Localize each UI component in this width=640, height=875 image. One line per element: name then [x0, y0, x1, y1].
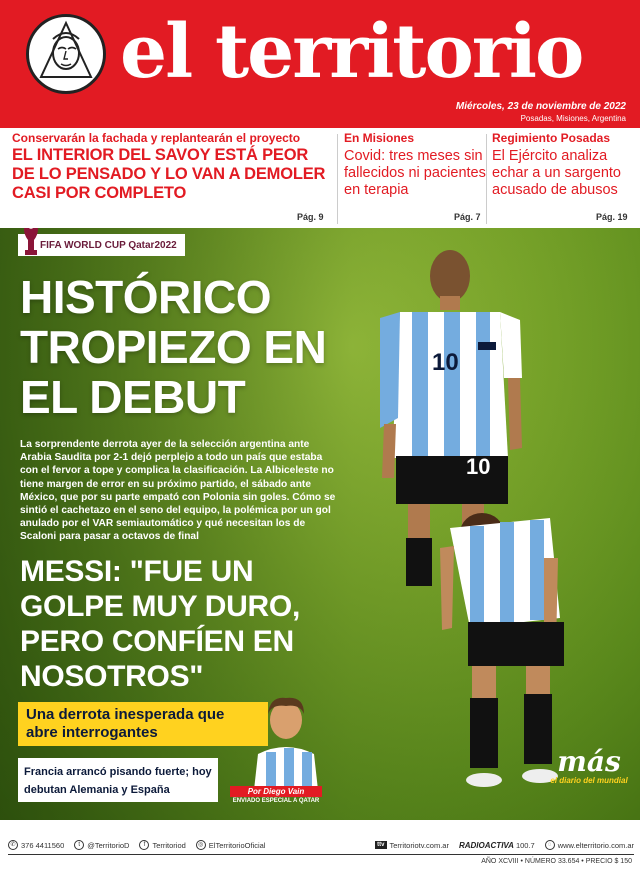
author-name: Por Diego Vain [230, 786, 322, 797]
story-headline: EL INTERIOR DEL SAVOY ESTÁ PEOR DE LO PENSADO Y LO VAN A DEMOLER CASI POR COMPLETO [12, 146, 326, 202]
subheadline-text: Una derrota inesperada que abre interrogantes [26, 706, 225, 741]
subheadline-white[interactable] [18, 758, 218, 802]
footer-contacts [8, 838, 634, 852]
footer-twitter[interactable]: t @TerritorioD [74, 840, 129, 850]
footer-phone[interactable]: ✆ 376 4411560 [8, 840, 64, 850]
footer-facebook[interactable]: f Territoriod [139, 840, 185, 850]
world-cup-label: FIFA WORLD CUP Qatar2022 [40, 239, 177, 251]
story-headline: Covid: tres meses sin fallecidos ni pacientes en terapia [344, 148, 486, 198]
masthead [0, 0, 640, 128]
issue-info: AÑO XCVIII • NÚMERO 33.654 • PRECIO $ 150 [481, 858, 632, 865]
story-kicker: Conservarán la fachada y replantearán el proyecto [12, 131, 301, 145]
footer-website[interactable]: ◌ www.elterritorio.com.ar [545, 840, 634, 850]
mas-tagline: el diario del mundial [550, 776, 628, 785]
story-kicker: En Misiones [344, 131, 415, 145]
jersey-number: 10 [432, 349, 459, 376]
page-ref: Pág. 9 [297, 212, 324, 222]
footer-divider [8, 854, 634, 855]
twitter-icon: t [74, 840, 84, 850]
mas-supplement[interactable] [546, 745, 632, 785]
globe-icon: ◌ [545, 840, 555, 850]
author-role: ENVIADO ESPECIAL A QATAR [232, 798, 320, 804]
footer-tv[interactable]: ttv Territoriotv.com.ar [377, 840, 449, 850]
ttv-logo: ttv [377, 842, 385, 848]
edition-location: Posadas, Misiones, Argentina [520, 114, 626, 123]
messi-quote[interactable]: MESSI: "FUE UN GOLPE MUY DURO, PERO CONFÍEN EN NOSOTROS" [20, 555, 300, 693]
subheadline-yellow[interactable] [18, 702, 268, 746]
page-ref: Pág. 19 [596, 212, 628, 222]
page-ref: Pág. 7 [454, 212, 481, 222]
footer-instagram[interactable]: ◎ ElTerritorioOficial [196, 840, 266, 850]
whatsapp-icon: ✆ [8, 840, 18, 850]
story-headline: El Ejército analiza echar a un sargento acusado de abusos [492, 148, 621, 198]
column-divider [486, 134, 487, 224]
world-cup-banner [18, 234, 185, 256]
main-headline[interactable]: HISTÓRICO TROPIEZO EN EL DEBUT [20, 271, 327, 423]
edition-date: Miércoles, 23 de noviembre de 2022 [455, 101, 626, 112]
footer [0, 820, 640, 875]
author-credit [230, 786, 322, 804]
dateline [456, 101, 626, 123]
top-story-main[interactable] [12, 131, 332, 203]
top-stories [0, 128, 640, 228]
footer-radio[interactable]: RADIOACTIVA 100.7 [458, 840, 535, 850]
radio-logo: RADIOACTIVA [458, 840, 514, 850]
facebook-icon: f [139, 840, 149, 850]
newspaper-logo-icon [26, 14, 106, 94]
lede-text: La sorprendente derrota ayer de la selección argentina ante Arabia Saudita por 2-1 dejó perplejo a todo un país que estaba con el fervor a tope y complica la clasificación. La Albiceleste no tiene margen de error en su próximo partido, el sábado ante México, que por su parte empató con Polonia sin goles. Cómo se sintió el cachetazo en el seno del equipo, la polémica por un gol anulado por el VAR semiautomático y qué necesitan los de Scaloni para pasar a octavos de final [20, 439, 336, 543]
world-cup-trophy-icon [20, 228, 42, 256]
shorts-number: 10 [466, 454, 491, 479]
top-story-col2[interactable] [344, 131, 489, 199]
mas-logo: más [557, 745, 621, 778]
brand-name: el territorio [120, 9, 583, 95]
instagram-icon: ◎ [196, 840, 206, 850]
author-photo [250, 694, 322, 790]
column-divider [337, 134, 338, 224]
story-kicker: Regimiento Posadas [492, 131, 611, 145]
hero-section [0, 228, 640, 820]
subheadline-text: Francia arrancó pisando fuerte; hoy debutan Alemania y España [24, 766, 212, 796]
top-story-col3[interactable] [492, 131, 637, 199]
